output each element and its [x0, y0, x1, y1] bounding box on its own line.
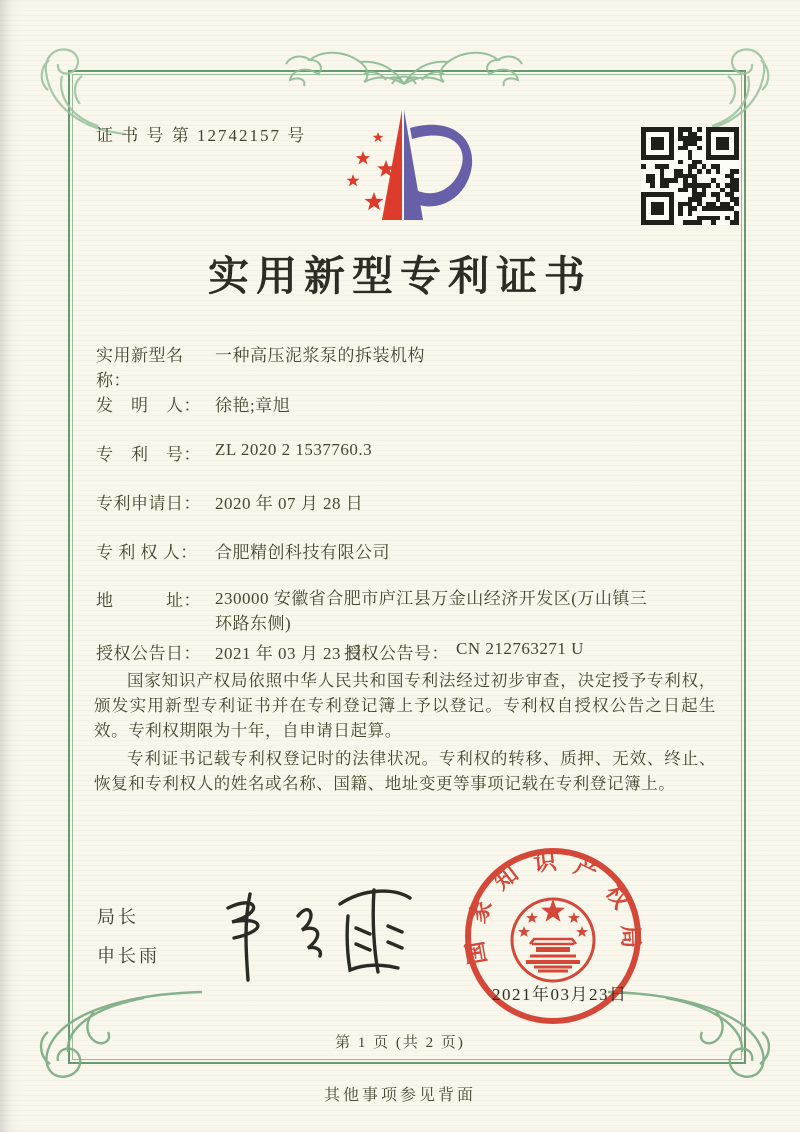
field-value: 徐艳;章旭 — [215, 396, 291, 415]
field-row-grant — [96, 639, 720, 664]
field-pair-grant-number — [344, 639, 584, 664]
field-label: 专利申请日： — [96, 494, 201, 513]
page-number: 第 1 页 (共 2 页) — [335, 1035, 465, 1051]
seal-text: 国家知识产权局 — [462, 848, 644, 967]
legal-paragraph: 国家知识产权局依照中华人民共和国专利法经过初步审查，决定授予专利权，颁发实用新型专利证书并在专利登记簿上予以登记。专利权自授权公告之日起生效。专利权期限为十年，自申请日起算。 — [94, 671, 716, 740]
certificate-title: 实用新型专利证书 — [208, 253, 592, 299]
field-label: 发 明 人： — [96, 396, 201, 415]
field-value: 230000 安徽省合肥市庐江县万金山经济开发区(万山镇三环路东侧) — [215, 589, 648, 633]
field-label: 专 利 号： — [96, 445, 201, 464]
field-value: 一种高压泥浆泵的拆装机构 — [215, 346, 425, 365]
field-label: 地 址： — [96, 591, 201, 610]
field-row-patent-no — [96, 440, 720, 465]
cnipa-logo-icon — [330, 106, 480, 234]
field-row-inventor — [96, 391, 720, 416]
field-label: 实用新型名称： — [96, 346, 184, 390]
footer-note: 其他事项参见背面 — [323, 1087, 476, 1104]
field-value: 2021 年 03 月 23 日 — [215, 644, 364, 663]
certificate-number: 证 书 号 第 12742157 号 — [96, 126, 307, 145]
field-row-filing-date — [96, 489, 720, 514]
qr-finder-icon — [641, 127, 674, 160]
qr-finder-icon — [706, 127, 739, 160]
field-label: 授权公告号： — [344, 644, 449, 663]
commissioner-title: 局长 — [97, 907, 139, 927]
field-value: ZL 2020 2 1537760.3 — [215, 440, 373, 459]
qr-finder-icon — [641, 192, 674, 225]
legal-text — [94, 668, 716, 799]
commissioner-name: 申长雨 — [97, 946, 160, 966]
field-label: 授权公告日： — [96, 644, 201, 663]
qr-code — [641, 127, 739, 225]
seal-date: 2021年03月23日 — [492, 985, 628, 1004]
field-label: 专 利 权 人： — [96, 543, 198, 562]
field-value: CN 212763271 U — [456, 639, 584, 658]
legal-paragraph: 专利证书记载专利权登记时的法律状况。专利权的转移、质押、无效、终止、恢复和专利权人的姓名或名称、国籍、地址变更等事项记载在专利登记簿上。 — [94, 749, 716, 793]
field-row-patentee — [96, 538, 720, 563]
field-value: 合肥精创科技有限公司 — [215, 543, 390, 562]
field-row-name — [96, 341, 720, 391]
field-row-address — [96, 586, 720, 636]
signature-script-icon — [212, 872, 424, 988]
field-value: 2020 年 07 月 28 日 — [215, 494, 364, 513]
